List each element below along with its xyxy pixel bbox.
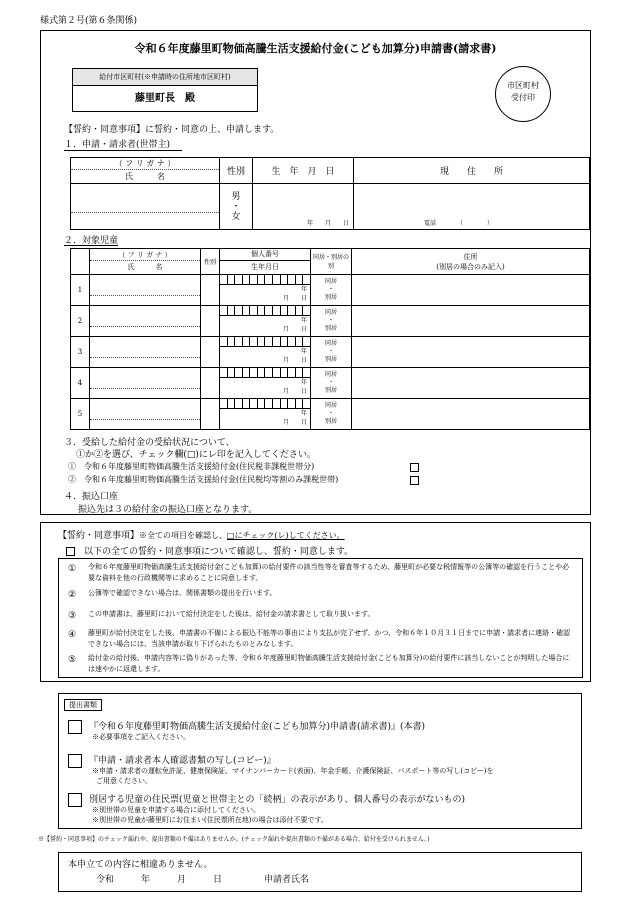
closing-applicant-name[interactable]: 申請者氏名 <box>264 875 310 885</box>
consent-all-agree: 以下の全ての誓約・同意事項について確認し、誓約・同意します。 <box>66 544 353 557</box>
intro-text: 【誓約・同意事項】に誓約・同意の上、申請します。 <box>64 125 280 135</box>
applicant-birth-header: 生 年 月 日 <box>253 158 354 184</box>
benefit-option-1-checkbox[interactable] <box>410 463 419 472</box>
child-address-field[interactable] <box>352 275 590 306</box>
child-sex-header: 性別 <box>201 249 220 275</box>
section4-note: 振込先は３の給付金の振込口座となります。 <box>78 505 258 515</box>
child-cohab-field[interactable]: 同居 ・ 別居 <box>311 275 352 306</box>
reception-stamp: 市区町村 受付印 <box>495 66 551 122</box>
applicant-sex-header: 性別 <box>220 158 253 184</box>
child-cohab-field[interactable]: 同居 ・ 別居 <box>311 306 352 337</box>
child-id-field[interactable]: 年 月 日 <box>220 368 311 399</box>
section3-instruction: ①か②を選び、チェック欄(□)にレ印を記入してください。 <box>76 450 316 460</box>
document-title: 『令和６年度藤里町物価高騰生活支援給付金(こども加算分)申請書(請求書)』(本書) <box>89 722 426 732</box>
consent-item-text: 藤里町が給付決定をした後、申請書の不備による振込不能等の事由により支払が完了せず、かつ、令和６年１０月３１日までに申請・請求者に連絡・確認できない場合には、当該申請が取り下げられたものとみなします。 <box>88 629 571 648</box>
document-note: ※必要事項をご記入ください。 <box>92 733 190 741</box>
child-sex-field[interactable] <box>201 368 220 399</box>
child-row <box>71 368 590 399</box>
child-id-field[interactable]: 年 月 日 <box>220 399 311 430</box>
consent-item-number: ③ <box>68 611 77 621</box>
child-id-grid[interactable] <box>220 368 310 378</box>
child-sex-field[interactable] <box>201 337 220 368</box>
benefit-option-2: ② 令和６年度藤里町物価高騰生活支援給付金(住民税均等割のみ課税世帯) <box>68 475 339 484</box>
child-cohab-field[interactable]: 同居 ・ 別居 <box>311 368 352 399</box>
child-address-field[interactable] <box>352 368 590 399</box>
child-id-grid[interactable] <box>220 275 310 285</box>
submission-label: 提出書類 <box>64 699 102 711</box>
child-row-number: 3 <box>71 337 90 368</box>
child-name-field[interactable] <box>90 337 201 368</box>
page-title: 令和６年度藤里町物価高騰生活支援給付金(こども加算分)申請書(請求書) <box>134 42 497 55</box>
document-note: ※申請・請求者の運転免許証、健康保険証、マイナンバーカード(表面)、年金手帳、介護保険証、パスポート等の写し(コピー)を <box>92 767 494 775</box>
child-row <box>71 275 590 306</box>
section4-title: ４．振込口座 <box>64 492 119 502</box>
consent-item-text: 給付金の給付後、申請内容等に偽りがあった等、令和６年度藤里町物価高騰生活支援給付金(こども加算分)の給付要件に該当しないことが判明した場合には速やかに返還します。 <box>88 654 570 673</box>
form-number: 様式第２号(第６条関係) <box>40 16 138 26</box>
consent-item-number: ① <box>68 564 77 574</box>
closing-statement: 本申立ての内容に相違ありません。 <box>68 860 213 870</box>
child-name-header: （ フ リ ガ ナ ） 氏 名 <box>90 249 201 275</box>
section1-title: １．申請・請求者(世帯主) <box>64 140 171 150</box>
child-cohab-field[interactable]: 同居 ・ 別居 <box>311 399 352 430</box>
document-checkbox[interactable] <box>68 754 82 768</box>
document-checkbox[interactable] <box>68 793 82 807</box>
child-address-header: 住所 (別居の場合のみ記入) <box>352 249 590 275</box>
child-id-field[interactable]: 年 月 日 <box>220 275 311 306</box>
child-id-grid[interactable] <box>220 399 310 409</box>
consent-item-number: ④ <box>68 630 77 640</box>
child-sex-field[interactable] <box>201 399 220 430</box>
consent-header: 【誓約・同意事項】※全ての項目を確認し、□にチェック(レ)してください。 <box>58 531 345 541</box>
child-name-field[interactable] <box>90 306 201 337</box>
child-address-field[interactable] <box>352 306 590 337</box>
child-address-field[interactable] <box>352 399 590 430</box>
child-row <box>71 399 590 430</box>
child-sex-field[interactable] <box>201 306 220 337</box>
document-note: ご用意ください。 <box>96 777 152 785</box>
child-row-number: 4 <box>71 368 90 399</box>
child-name-field[interactable] <box>90 368 201 399</box>
section2-title: ２．対象児童 <box>64 236 119 246</box>
document-title: 『申請・請求者本人確認書類の写し(コピー)』 <box>89 756 276 766</box>
child-row <box>71 337 590 368</box>
consent-all-agree-checkbox[interactable] <box>66 547 75 556</box>
consent-item-number: ② <box>68 590 77 600</box>
child-cohab-field[interactable]: 同居 ・ 別居 <box>311 337 352 368</box>
applicant-table <box>70 157 590 230</box>
child-row-number: 5 <box>71 399 90 430</box>
child-cohab-header: 同居・別居の別 <box>311 249 352 275</box>
child-id-grid[interactable] <box>220 306 310 316</box>
child-row-number: 2 <box>71 306 90 337</box>
benefit-option-2-checkbox[interactable] <box>410 476 419 485</box>
applicant-name-field[interactable] <box>71 184 220 230</box>
document-title: 別居する児童の住民票(児童と世帯主との「続柄」の表示があり、個人番号の表示がないもの) <box>89 795 466 805</box>
consent-item-text: この申請書は、藤里町において給付決定をした後は、給付金の請求書として取り扱います。 <box>88 610 375 618</box>
benefit-option-1: ① 令和６年度藤里町物価高騰生活支援給付金(住民税非課税世帯分) <box>68 462 315 471</box>
recipient-mayor: 藤里町長 殿 <box>135 93 195 104</box>
recipient-label: 給付市区町村(※申請時の住所地市区町村) <box>73 69 257 86</box>
children-table <box>70 248 590 430</box>
child-address-field[interactable] <box>352 337 590 368</box>
applicant-sex-field[interactable]: 男 ・ 女 <box>220 184 253 230</box>
applicant-address-header: 現 住 所 <box>354 158 590 184</box>
closing-date[interactable]: 令和 年 月 日 <box>96 875 223 885</box>
child-id-header: 個人番号 生年月日 <box>220 249 311 275</box>
consent-item-text: 公簿等で確認できない場合は、関係書類の提出を行います。 <box>88 589 277 597</box>
child-row <box>71 306 590 337</box>
recipient-box <box>72 68 258 112</box>
applicant-address-field[interactable]: 電話 （ ） <box>354 184 590 230</box>
child-id-field[interactable]: 年 月 日 <box>220 337 311 368</box>
child-row-number: 1 <box>71 275 90 306</box>
document-checkbox[interactable] <box>68 720 82 734</box>
child-name-field[interactable] <box>90 275 201 306</box>
child-id-grid[interactable] <box>220 337 310 347</box>
child-name-field[interactable] <box>90 399 201 430</box>
applicant-name-header: （ フ リ ガ ナ ） 氏 名 <box>71 158 220 184</box>
consent-item-number: ⑤ <box>68 655 77 665</box>
consent-item-text: 令和６年度藤里町物価高騰生活支援給付金(こども加算)の給付要件の該当性等を審査等するため、藤里町が必要な税情報等の公簿等の確認を行うことや必要な資料を他の行政機関等に求めることに同意します。 <box>88 563 570 582</box>
child-id-field[interactable]: 年 月 日 <box>220 306 311 337</box>
applicant-birth-field[interactable]: 年 月 日 <box>253 184 354 230</box>
child-sex-field[interactable] <box>201 275 220 306</box>
footnote: ※【誓約・同意事項】のチェック漏れや、提出書類の不備はありませんか。(チェック漏れや提出書類の不備がある場合、給付を受けられません。) <box>38 836 430 843</box>
document-note: ※別世帯の児童を申請する場合に添付してください。 <box>92 806 260 814</box>
section3-title: ３．受給した給付金の受給状況について、 <box>64 438 235 448</box>
document-note: ※別世帯の児童が藤里町にお住まい(住民票所在地)の場合は添付不要です。 <box>92 816 328 824</box>
